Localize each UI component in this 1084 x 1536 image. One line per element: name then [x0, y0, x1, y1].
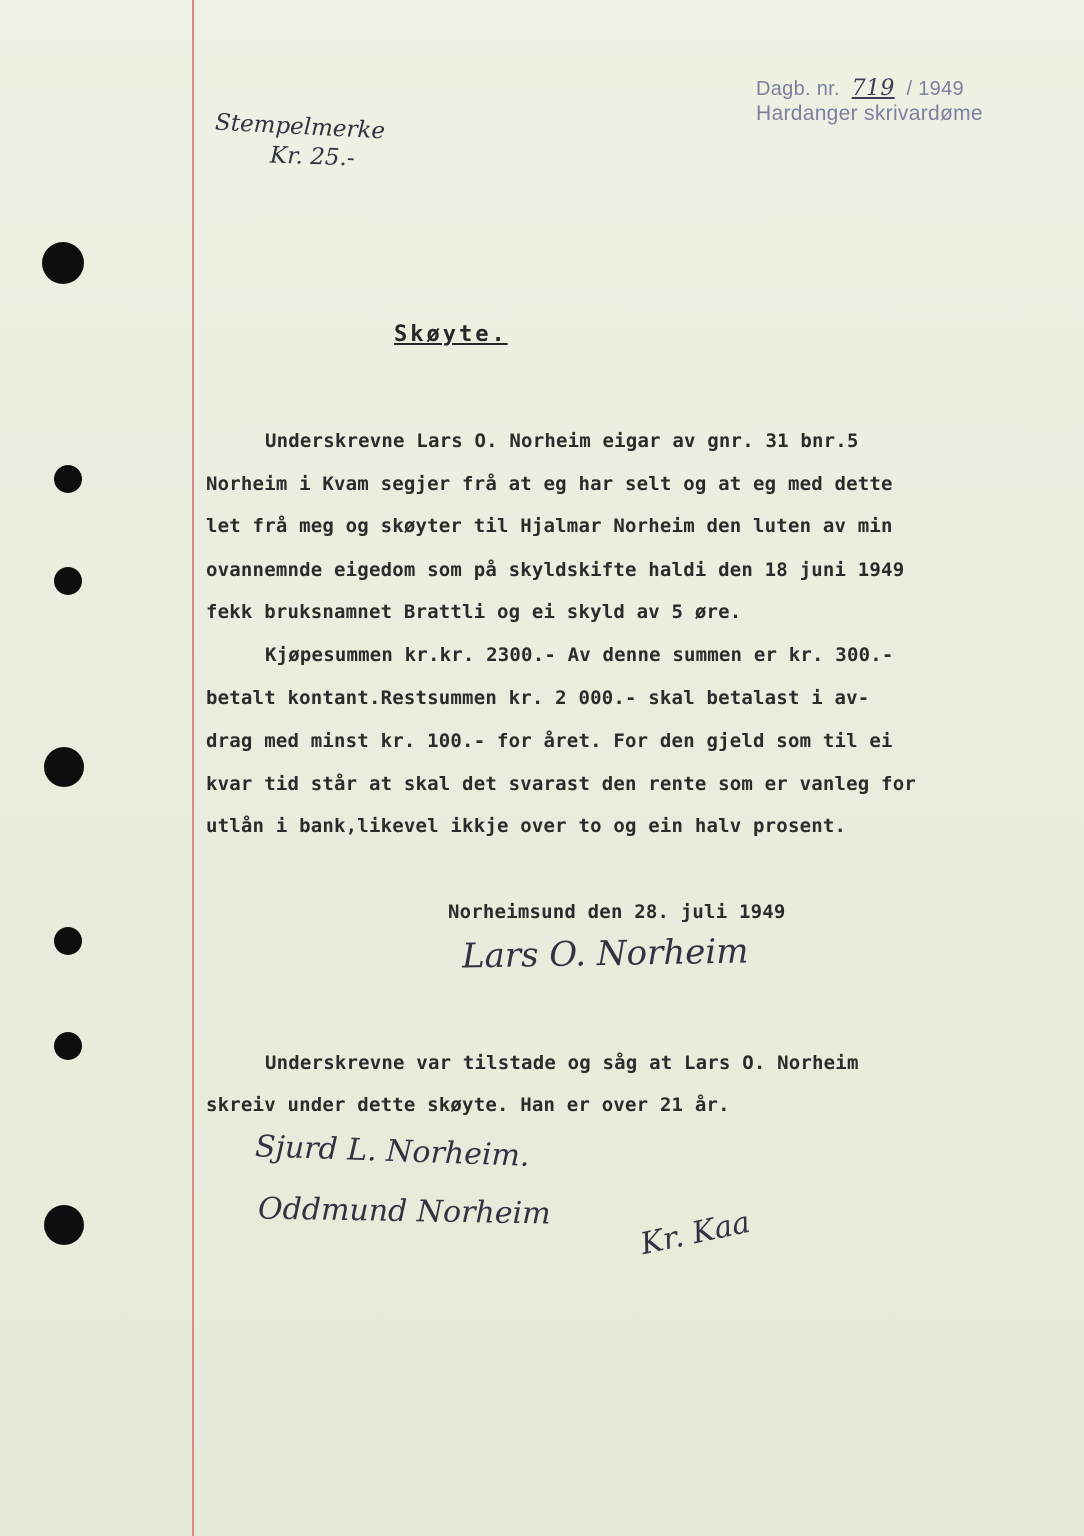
stamp-number-line — [756, 76, 964, 101]
punch-hole — [42, 242, 84, 284]
text-line: drag med minst kr. 100.- for året. For den gjeld som til ei — [206, 730, 893, 752]
stamp-prefix: Dagb. nr. — [756, 78, 840, 100]
text-line: fekk bruksnamnet Brattli og ei skyld av 5 øre. — [206, 601, 742, 623]
punch-hole — [54, 567, 82, 595]
text-line: Underskrevne var tilstade og såg at Lars O. Norheim — [265, 1052, 859, 1074]
stamp-duty-line2: Kr. 25.- — [269, 142, 356, 172]
punch-hole — [54, 1032, 82, 1060]
text-line: Kjøpesummen kr.kr. 2300.- Av denne summen er kr. 300.- — [265, 644, 894, 666]
punch-hole — [44, 747, 84, 787]
clerk-initials: Kr. Kaa — [637, 1204, 754, 1263]
stamp-separator: / — [906, 78, 913, 100]
signature-seller: Lars O. Norheim — [461, 931, 749, 977]
stamp-office: Hardanger skrivardøme — [756, 102, 983, 125]
text-line: betalt kontant.Restsummen kr. 2 000.- skal betalast i av- — [206, 687, 870, 709]
text-line: Underskrevne Lars O. Norheim eigar av gnr. 31 bnr.5 — [265, 430, 859, 452]
text-line: skreiv under dette skøyte. Han er over 21 år. — [206, 1094, 730, 1116]
stamp-duty-line1: Stempelmerke — [214, 109, 386, 145]
document-title: Skøyte. — [394, 322, 508, 347]
text-line: utlån i bank,likevel ikkje over to og ein halv prosent. — [206, 815, 847, 837]
text-line: Norheim i Kvam segjer frå at eg har selt og at eg med dette — [206, 473, 893, 495]
punch-hole — [54, 927, 82, 955]
signature-witness1: Sjurd L. Norheim. — [254, 1129, 531, 1174]
text-line: ovannemnde eigedom som på skyldskifte haldi den 18 juni 1949 — [206, 559, 905, 581]
punch-hole — [54, 465, 82, 493]
stamp-year: 1949 — [918, 78, 964, 100]
text-line: let frå meg og skøyter til Hjalmar Norheim den luten av min — [206, 515, 893, 537]
place-date: Norheimsund den 28. juli 1949 — [448, 901, 786, 923]
punch-hole — [44, 1205, 84, 1245]
stamp-number: 719 — [851, 76, 895, 101]
margin-line — [192, 0, 194, 1536]
text-line: kvar tid står at skal det svarast den rente som er vanleg for — [206, 773, 916, 795]
signature-witness2: Oddmund Norheim — [257, 1191, 551, 1232]
